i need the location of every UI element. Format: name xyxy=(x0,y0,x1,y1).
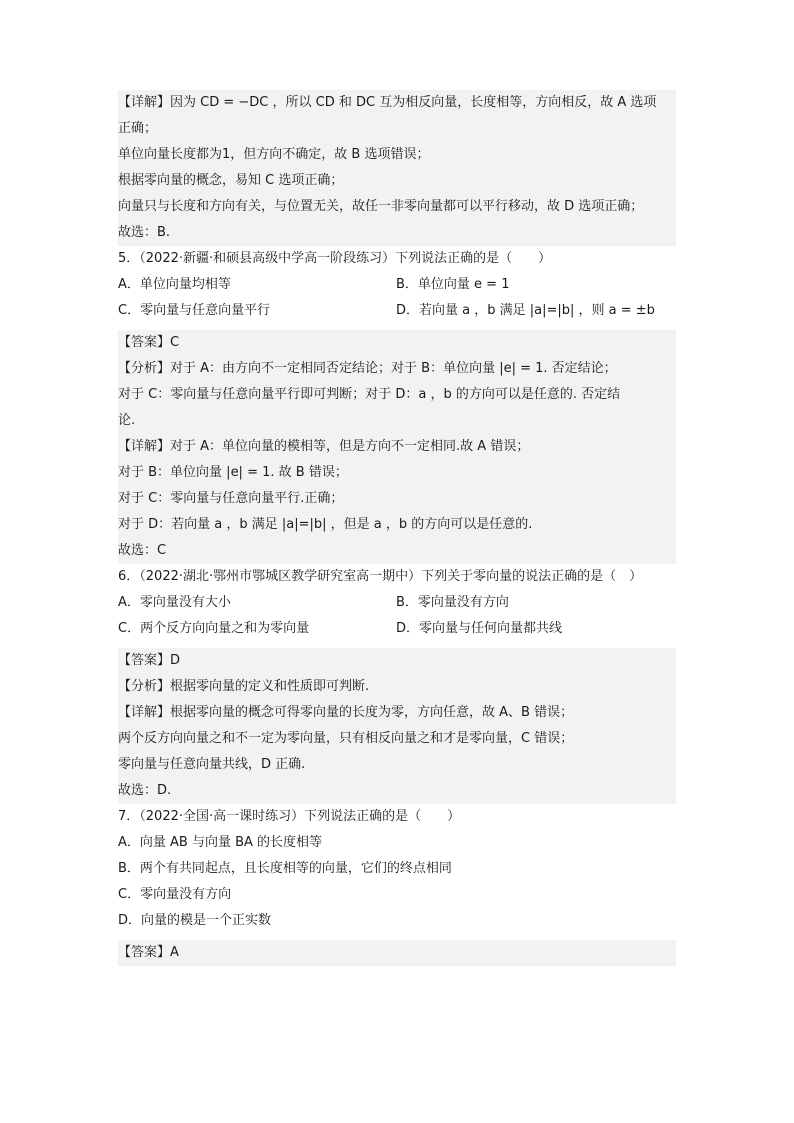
detail-line: 故选：C xyxy=(118,543,167,558)
option-c: C．两个反方向向量之和为零向量 xyxy=(118,621,310,636)
question-6 xyxy=(118,564,676,804)
detail-line: 对于 D：若向量 a ，b 满足 |a|=|b| ，但是 a ，b 的方向可以是任意的. xyxy=(118,517,533,532)
text-line: 正确； xyxy=(118,121,158,136)
question-7 xyxy=(118,804,676,966)
option-b: B．零向量没有方向 xyxy=(396,595,509,610)
options-row xyxy=(118,298,676,324)
text-line: 向量只与长度和方向有关，与位置无关，故任一非零向量都可以平行移动，故 D 选项正确； xyxy=(118,199,644,214)
answer-line: 【答案】D xyxy=(118,653,181,668)
options-row xyxy=(118,272,676,298)
text-line: 【详解】因为 CD = −DC ，所以 CD 和 DC 互为相反向量，长度相等，方向相反，故 A 选项 xyxy=(118,95,657,110)
question-stem: 5．（2022·新疆·和硕县高级中学高一阶段练习）下列说法正确的是（ ） xyxy=(118,251,552,266)
detail-line: 【详解】对于 A：单位向量的模相等，但是方向不一定相同.故 A 错误； xyxy=(118,439,530,454)
text-line: 根据零向量的概念，易知 C 选项正确； xyxy=(118,173,344,188)
question-stem: 6．（2022·湖北·鄂州市鄂城区教学研究室高一期中）下列关于零向量的说法正确的是（ ） xyxy=(118,569,643,584)
detail-line: 对于 C：零向量与任意向量平行.正确； xyxy=(118,491,344,506)
detail-line: 两个反方向向量之和不一定为零向量，只有相反向量之和才是零向量，C 错误； xyxy=(118,731,574,746)
option-a: A．向量 AB 与向量 BA 的长度相等 xyxy=(118,835,323,850)
document-page xyxy=(118,90,676,966)
answer-line: 【答案】A xyxy=(118,945,179,960)
text-line: 单位向量长度都为1，但方向不确定，故 B 选项错误； xyxy=(118,147,430,162)
options-row xyxy=(118,616,676,642)
option-d: D．若向量 a ，b 满足 |a|=|b| ，则 a = ±b xyxy=(396,303,655,318)
option-b: B．单位向量 e = 1 xyxy=(396,277,510,292)
option-d: D．向量的模是一个正实数 xyxy=(118,913,272,928)
detail-line: 对于 B：单位向量 |e| = 1. 故 B 错误； xyxy=(118,465,348,480)
option-a: A．单位向量均相等 xyxy=(118,277,231,292)
detail-line: 【详解】根据零向量的概念可得零向量的长度为零，方向任意，故 A、B 错误； xyxy=(118,705,574,720)
option-b: B．两个有共同起点，且长度相等的向量，它们的终点相同 xyxy=(118,861,452,876)
detail-block-q4 xyxy=(118,90,676,246)
solution-block xyxy=(118,648,676,804)
option-d: D．零向量与任何向量都共线 xyxy=(396,621,563,636)
detail-line: 故选：D. xyxy=(118,783,172,798)
answer-line: 【答案】C xyxy=(118,335,180,350)
option-a: A．零向量没有大小 xyxy=(118,595,231,610)
analysis-line: 【分析】对于 A：由方向不一定相同否定结论；对于 B：单位向量 |e| = 1. 否定结论； xyxy=(118,361,617,376)
analysis-line: 【分析】根据零向量的定义和性质即可判断. xyxy=(118,679,370,694)
solution-block xyxy=(118,940,676,966)
text-line: 故选：B. xyxy=(118,225,171,240)
analysis-line: 论. xyxy=(118,413,136,428)
question-stem: 7．（2022·全国·高一课时练习）下列说法正确的是（ ） xyxy=(118,809,461,824)
analysis-line: 对于 C：零向量与任意向量平行即可判断；对于 D：a ，b 的方向可以是任意的. 否定结 xyxy=(118,387,621,402)
option-c: C．零向量与任意向量平行 xyxy=(118,303,271,318)
solution-block xyxy=(118,330,676,564)
options-row xyxy=(118,590,676,616)
question-5 xyxy=(118,246,676,564)
detail-line: 零向量与任意向量共线，D 正确. xyxy=(118,757,306,772)
option-c: C．零向量没有方向 xyxy=(118,887,232,902)
